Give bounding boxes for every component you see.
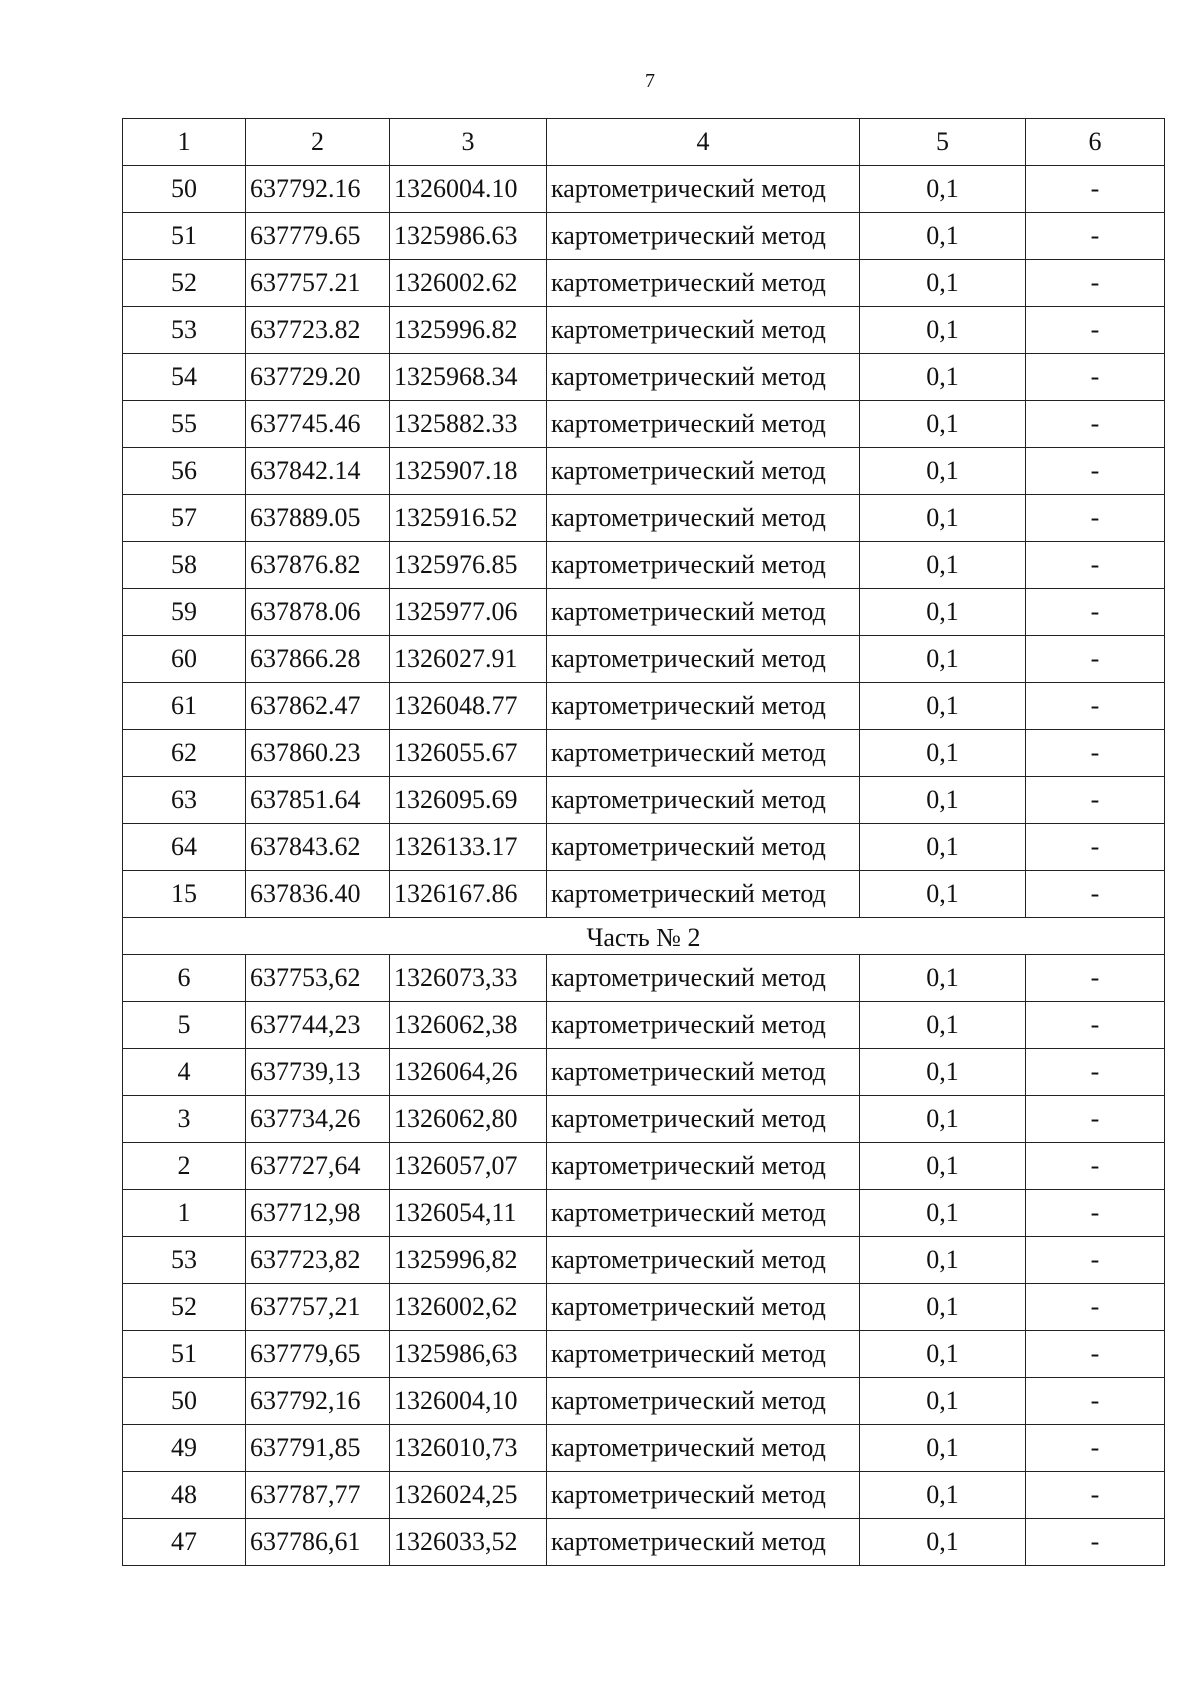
method-cell: картометрический метод	[547, 1331, 860, 1378]
x-coordinate-cell: 637792,16	[246, 1378, 390, 1425]
table-row	[123, 777, 1165, 824]
table-row	[123, 683, 1165, 730]
note-cell: -	[1026, 871, 1165, 918]
x-coordinate-cell: 637791,85	[246, 1425, 390, 1472]
point-number-cell: 49	[123, 1425, 246, 1472]
point-number-cell: 54	[123, 354, 246, 401]
point-number-cell: 51	[123, 213, 246, 260]
method-cell: картометрический метод	[547, 777, 860, 824]
method-cell: картометрический метод	[547, 1049, 860, 1096]
accuracy-cell: 0,1	[860, 1049, 1026, 1096]
y-coordinate-cell: 1325916.52	[390, 495, 547, 542]
y-coordinate-cell: 1326095.69	[390, 777, 547, 824]
method-cell: картометрический метод	[547, 1096, 860, 1143]
note-cell: -	[1026, 1519, 1165, 1566]
point-number-cell: 62	[123, 730, 246, 777]
table-row	[123, 1284, 1165, 1331]
accuracy-cell: 0,1	[860, 1472, 1026, 1519]
table-row	[123, 636, 1165, 683]
x-coordinate-cell: 637876.82	[246, 542, 390, 589]
x-coordinate-cell: 637734,26	[246, 1096, 390, 1143]
accuracy-cell: 0,1	[860, 1378, 1026, 1425]
y-coordinate-cell: 1326024,25	[390, 1472, 547, 1519]
point-number-cell: 15	[123, 871, 246, 918]
y-coordinate-cell: 1326010,73	[390, 1425, 547, 1472]
table-row	[123, 824, 1165, 871]
point-number-cell: 6	[123, 955, 246, 1002]
x-coordinate-cell: 637860.23	[246, 730, 390, 777]
y-coordinate-cell: 1325996,82	[390, 1237, 547, 1284]
point-number-cell: 59	[123, 589, 246, 636]
accuracy-cell: 0,1	[860, 1237, 1026, 1284]
method-cell: картометрический метод	[547, 730, 860, 777]
table-row	[123, 448, 1165, 495]
point-number-cell: 3	[123, 1096, 246, 1143]
accuracy-cell: 0,1	[860, 1143, 1026, 1190]
x-coordinate-cell: 637878.06	[246, 589, 390, 636]
table-row	[123, 1002, 1165, 1049]
point-number-cell: 5	[123, 1002, 246, 1049]
accuracy-cell: 0,1	[860, 401, 1026, 448]
table-body	[123, 119, 1165, 1566]
point-number-cell: 52	[123, 1284, 246, 1331]
note-cell: -	[1026, 1096, 1165, 1143]
y-coordinate-cell: 1326073,33	[390, 955, 547, 1002]
accuracy-cell: 0,1	[860, 730, 1026, 777]
point-number-cell: 47	[123, 1519, 246, 1566]
x-coordinate-cell: 637779,65	[246, 1331, 390, 1378]
table-row	[123, 213, 1165, 260]
table-row	[123, 307, 1165, 354]
note-cell: -	[1026, 1190, 1165, 1237]
note-cell: -	[1026, 448, 1165, 495]
x-coordinate-cell: 637787,77	[246, 1472, 390, 1519]
note-cell: -	[1026, 1002, 1165, 1049]
table-row	[123, 1143, 1165, 1190]
note-cell: -	[1026, 354, 1165, 401]
accuracy-cell: 0,1	[860, 683, 1026, 730]
x-coordinate-cell: 637723,82	[246, 1237, 390, 1284]
accuracy-cell: 0,1	[860, 589, 1026, 636]
y-coordinate-cell: 1325882.33	[390, 401, 547, 448]
table-row	[123, 1190, 1165, 1237]
note-cell: -	[1026, 542, 1165, 589]
x-coordinate-cell: 637862.47	[246, 683, 390, 730]
note-cell: -	[1026, 730, 1165, 777]
x-coordinate-cell: 637842.14	[246, 448, 390, 495]
accuracy-cell: 0,1	[860, 354, 1026, 401]
method-cell: картометрический метод	[547, 636, 860, 683]
x-coordinate-cell: 637779.65	[246, 213, 390, 260]
note-cell: -	[1026, 307, 1165, 354]
table-row	[123, 1049, 1165, 1096]
point-number-cell: 48	[123, 1472, 246, 1519]
y-coordinate-cell: 1325976.85	[390, 542, 547, 589]
accuracy-cell: 0,1	[860, 1284, 1026, 1331]
accuracy-cell: 0,1	[860, 213, 1026, 260]
method-cell: картометрический метод	[547, 260, 860, 307]
table-row	[123, 495, 1165, 542]
note-cell: -	[1026, 1237, 1165, 1284]
note-cell: -	[1026, 495, 1165, 542]
header-cell: 6	[1026, 119, 1165, 166]
x-coordinate-cell: 637753,62	[246, 955, 390, 1002]
point-number-cell: 50	[123, 1378, 246, 1425]
x-coordinate-cell: 637744,23	[246, 1002, 390, 1049]
section-header-row	[123, 918, 1165, 955]
point-number-cell: 4	[123, 1049, 246, 1096]
header-cell: 4	[547, 119, 860, 166]
x-coordinate-cell: 637836.40	[246, 871, 390, 918]
note-cell: -	[1026, 1378, 1165, 1425]
accuracy-cell: 0,1	[860, 1002, 1026, 1049]
point-number-cell: 2	[123, 1143, 246, 1190]
accuracy-cell: 0,1	[860, 1425, 1026, 1472]
accuracy-cell: 0,1	[860, 448, 1026, 495]
y-coordinate-cell: 1325968.34	[390, 354, 547, 401]
method-cell: картометрический метод	[547, 495, 860, 542]
point-number-cell: 58	[123, 542, 246, 589]
y-coordinate-cell: 1326062,38	[390, 1002, 547, 1049]
method-cell: картометрический метод	[547, 213, 860, 260]
method-cell: картометрический метод	[547, 542, 860, 589]
point-number-cell: 53	[123, 1237, 246, 1284]
accuracy-cell: 0,1	[860, 542, 1026, 589]
x-coordinate-cell: 637727,64	[246, 1143, 390, 1190]
note-cell: -	[1026, 260, 1165, 307]
y-coordinate-cell: 1326064,26	[390, 1049, 547, 1096]
point-number-cell: 55	[123, 401, 246, 448]
point-number-cell: 52	[123, 260, 246, 307]
point-number-cell: 64	[123, 824, 246, 871]
note-cell: -	[1026, 1331, 1165, 1378]
method-cell: картометрический метод	[547, 1143, 860, 1190]
header-row	[123, 119, 1165, 166]
method-cell: картометрический метод	[547, 401, 860, 448]
header-cell: 1	[123, 119, 246, 166]
point-number-cell: 53	[123, 307, 246, 354]
point-number-cell: 50	[123, 166, 246, 213]
method-cell: картометрический метод	[547, 1425, 860, 1472]
y-coordinate-cell: 1325986.63	[390, 213, 547, 260]
page-number: 7	[645, 70, 655, 92]
table-row	[123, 955, 1165, 1002]
method-cell: картометрический метод	[547, 354, 860, 401]
method-cell: картометрический метод	[547, 824, 860, 871]
note-cell: -	[1026, 1284, 1165, 1331]
accuracy-cell: 0,1	[860, 1331, 1026, 1378]
note-cell: -	[1026, 1143, 1165, 1190]
method-cell: картометрический метод	[547, 1519, 860, 1566]
method-cell: картометрический метод	[547, 1378, 860, 1425]
accuracy-cell: 0,1	[860, 636, 1026, 683]
method-cell: картометрический метод	[547, 589, 860, 636]
x-coordinate-cell: 637712,98	[246, 1190, 390, 1237]
point-number-cell: 1	[123, 1190, 246, 1237]
y-coordinate-cell: 1326048.77	[390, 683, 547, 730]
x-coordinate-cell: 637786,61	[246, 1519, 390, 1566]
accuracy-cell: 0,1	[860, 166, 1026, 213]
x-coordinate-cell: 637739,13	[246, 1049, 390, 1096]
point-number-cell: 57	[123, 495, 246, 542]
note-cell: -	[1026, 955, 1165, 1002]
point-number-cell: 51	[123, 1331, 246, 1378]
point-number-cell: 63	[123, 777, 246, 824]
accuracy-cell: 0,1	[860, 955, 1026, 1002]
y-coordinate-cell: 1325907.18	[390, 448, 547, 495]
y-coordinate-cell: 1325986,63	[390, 1331, 547, 1378]
x-coordinate-cell: 637745.46	[246, 401, 390, 448]
header-cell: 2	[246, 119, 390, 166]
table-row	[123, 871, 1165, 918]
note-cell: -	[1026, 213, 1165, 260]
y-coordinate-cell: 1326062,80	[390, 1096, 547, 1143]
note-cell: -	[1026, 1425, 1165, 1472]
header-cell: 5	[860, 119, 1026, 166]
table-row	[123, 1331, 1165, 1378]
accuracy-cell: 0,1	[860, 307, 1026, 354]
y-coordinate-cell: 1326004.10	[390, 166, 547, 213]
method-cell: картометрический метод	[547, 1472, 860, 1519]
y-coordinate-cell: 1326167.86	[390, 871, 547, 918]
table-row	[123, 542, 1165, 589]
y-coordinate-cell: 1325977.06	[390, 589, 547, 636]
note-cell: -	[1026, 636, 1165, 683]
header-cell: 3	[390, 119, 547, 166]
method-cell: картометрический метод	[547, 955, 860, 1002]
y-coordinate-cell: 1326133.17	[390, 824, 547, 871]
accuracy-cell: 0,1	[860, 871, 1026, 918]
note-cell: -	[1026, 683, 1165, 730]
x-coordinate-cell: 637889.05	[246, 495, 390, 542]
point-number-cell: 61	[123, 683, 246, 730]
method-cell: картометрический метод	[547, 448, 860, 495]
y-coordinate-cell: 1326027.91	[390, 636, 547, 683]
table-row	[123, 1378, 1165, 1425]
x-coordinate-cell: 637866.28	[246, 636, 390, 683]
accuracy-cell: 0,1	[860, 260, 1026, 307]
note-cell: -	[1026, 1049, 1165, 1096]
x-coordinate-cell: 637757,21	[246, 1284, 390, 1331]
x-coordinate-cell: 637729.20	[246, 354, 390, 401]
accuracy-cell: 0,1	[860, 777, 1026, 824]
coordinates-table	[122, 118, 1165, 1566]
table-row	[123, 589, 1165, 636]
y-coordinate-cell: 1326055.67	[390, 730, 547, 777]
method-cell: картометрический метод	[547, 1002, 860, 1049]
y-coordinate-cell: 1326004,10	[390, 1378, 547, 1425]
point-number-cell: 56	[123, 448, 246, 495]
method-cell: картометрический метод	[547, 683, 860, 730]
table-row	[123, 1472, 1165, 1519]
x-coordinate-cell: 637723.82	[246, 307, 390, 354]
x-coordinate-cell: 637851.64	[246, 777, 390, 824]
y-coordinate-cell: 1325996.82	[390, 307, 547, 354]
table-row	[123, 401, 1165, 448]
table-row	[123, 1096, 1165, 1143]
note-cell: -	[1026, 589, 1165, 636]
accuracy-cell: 0,1	[860, 1190, 1026, 1237]
point-number-cell: 60	[123, 636, 246, 683]
accuracy-cell: 0,1	[860, 1096, 1026, 1143]
y-coordinate-cell: 1326054,11	[390, 1190, 547, 1237]
x-coordinate-cell: 637757.21	[246, 260, 390, 307]
table-row	[123, 166, 1165, 213]
method-cell: картометрический метод	[547, 1190, 860, 1237]
method-cell: картометрический метод	[547, 307, 860, 354]
section-title: Часть № 2	[123, 918, 1165, 955]
note-cell: -	[1026, 824, 1165, 871]
y-coordinate-cell: 1326033,52	[390, 1519, 547, 1566]
method-cell: картометрический метод	[547, 166, 860, 213]
y-coordinate-cell: 1326002.62	[390, 260, 547, 307]
table-row	[123, 1519, 1165, 1566]
x-coordinate-cell: 637792.16	[246, 166, 390, 213]
accuracy-cell: 0,1	[860, 824, 1026, 871]
table-row	[123, 1237, 1165, 1284]
table-row	[123, 260, 1165, 307]
note-cell: -	[1026, 166, 1165, 213]
method-cell: картометрический метод	[547, 1284, 860, 1331]
accuracy-cell: 0,1	[860, 1519, 1026, 1566]
table-row	[123, 1425, 1165, 1472]
accuracy-cell: 0,1	[860, 495, 1026, 542]
table-row	[123, 354, 1165, 401]
table-row	[123, 730, 1165, 777]
y-coordinate-cell: 1326057,07	[390, 1143, 547, 1190]
y-coordinate-cell: 1326002,62	[390, 1284, 547, 1331]
method-cell: картометрический метод	[547, 871, 860, 918]
x-coordinate-cell: 637843.62	[246, 824, 390, 871]
method-cell: картометрический метод	[547, 1237, 860, 1284]
note-cell: -	[1026, 401, 1165, 448]
note-cell: -	[1026, 777, 1165, 824]
note-cell: -	[1026, 1472, 1165, 1519]
